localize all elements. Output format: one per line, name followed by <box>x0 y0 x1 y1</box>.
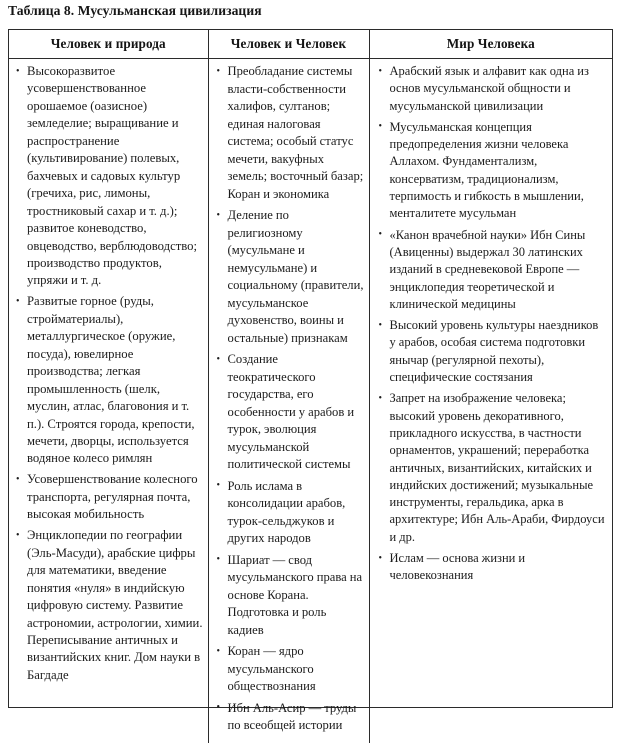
list-item: • Роль ислама в консолидации арабов, турок-сельджуков и других народов <box>216 478 364 548</box>
page-title: Таблица 8. Мусульманская цивилизация <box>8 3 262 18</box>
column-header-world-of-man: Мир Человека <box>369 30 612 59</box>
list-item: • Арабский язык и алфавит как одна из основ мусульманской общности и мусульманской цивилизации <box>378 63 607 115</box>
table-row <box>9 59 612 743</box>
list-item: • Ибн Аль-Асир — труды по всеобщей истории <box>216 700 364 735</box>
cell-world-of-man <box>369 59 612 743</box>
table-body <box>9 59 612 743</box>
list-item: • Высокоразвитое усовершенствованное орошаемое (оазисное) земледелие; выращивание и распространение (культивирование) полевых, бахчевых и садовых культур (гречиха, рис, лимоны, тростниковый сахар и т. д.); развитое коневодство, овцеводство, верблюдоводство; производство продуктов, упряжи и т. д. <box>15 63 203 290</box>
bullet-list-man-and-man <box>216 63 364 735</box>
list-item: • Запрет на изображение человека; высокий уровень декоративного, прикладного искусства, в частности орнаментов, украшений; переработка античных, византийских, китайских и индийских достижений; музыкальные инструменты, геральдика, арка в архитектуре; Ибн Аль-Араби, Фирдоуси и др. <box>378 390 607 546</box>
cell-man-and-man <box>208 59 369 743</box>
list-item: • Шариат — свод мусульманского права на основе Корана. Подготовка и роль кадиев <box>216 552 364 640</box>
civilization-table <box>9 30 612 743</box>
list-item: • Энциклопедии по географии (Эль-Масуди), арабские цифры для математики, введение понятия «нуля» в индийскую цифровую систему. Развитие астрономии, астрологии, химии. Переписывание античных и византийских книг. Дом науки в Багдаде <box>15 527 203 684</box>
bullet-list-world-of-man <box>378 63 607 585</box>
column-header-man-and-nature: Человек и природа <box>9 30 208 59</box>
list-item: • Преобладание системы власти-собственности халифов, султанов; единая налоговая система; особый статус мечети, вакуфных земель; восточный базар; Коран и экономика <box>216 63 364 203</box>
list-item: • Развитые горное (руды, стройматериалы), металлургическое (оружие, посуда), ювелирное производства; легкая промышленность (шелк, муслин, атлас, благовония и т. п.). Строятся города, крепости, мечети, дворцы, используется водяное колесо римлян <box>15 293 203 468</box>
list-item: • Создание теократического государства, его особенности у арабов и турок, эволюция мусульманской политической системы <box>216 351 364 474</box>
list-item: • Деление по религиозному (мусульмане и немусульмане) и социальному (правители, мусульманское духовенство, воины и остальные) признакам <box>216 207 364 347</box>
cell-man-and-nature <box>9 59 208 743</box>
list-item: • Высокий уровень культуры наездников у арабов, особая система подготовки янычар (регулярной пехоты), специфические состязания <box>378 317 607 386</box>
column-header-man-and-man: Человек и Человек <box>208 30 369 59</box>
list-item: • Мусульманская концепция предопределения жизни человека Аллахом. Фундаментализм, консерватизм, традиционализм, терпимость и гибкость в мышлении, менталитете мусульман <box>378 119 607 223</box>
list-item: • Ислам — основа жизни и человекознания <box>378 550 607 585</box>
list-item: • Коран — ядро мусульманского обществознания <box>216 643 364 696</box>
bullet-list-man-and-nature <box>15 63 203 684</box>
list-item: • «Канон врачебной науки» Ибн Сины (Авиценны) выдержал 30 латинских изданий в средневековой Европе — энциклопедия теоретической и клинической медицины <box>378 227 607 313</box>
list-item: • Усовершенствование колесного транспорта, регулярная почта, высокая мобильность <box>15 471 203 523</box>
table-header <box>9 30 612 59</box>
table-header-row <box>9 30 612 59</box>
civilization-table-container <box>8 29 613 732</box>
